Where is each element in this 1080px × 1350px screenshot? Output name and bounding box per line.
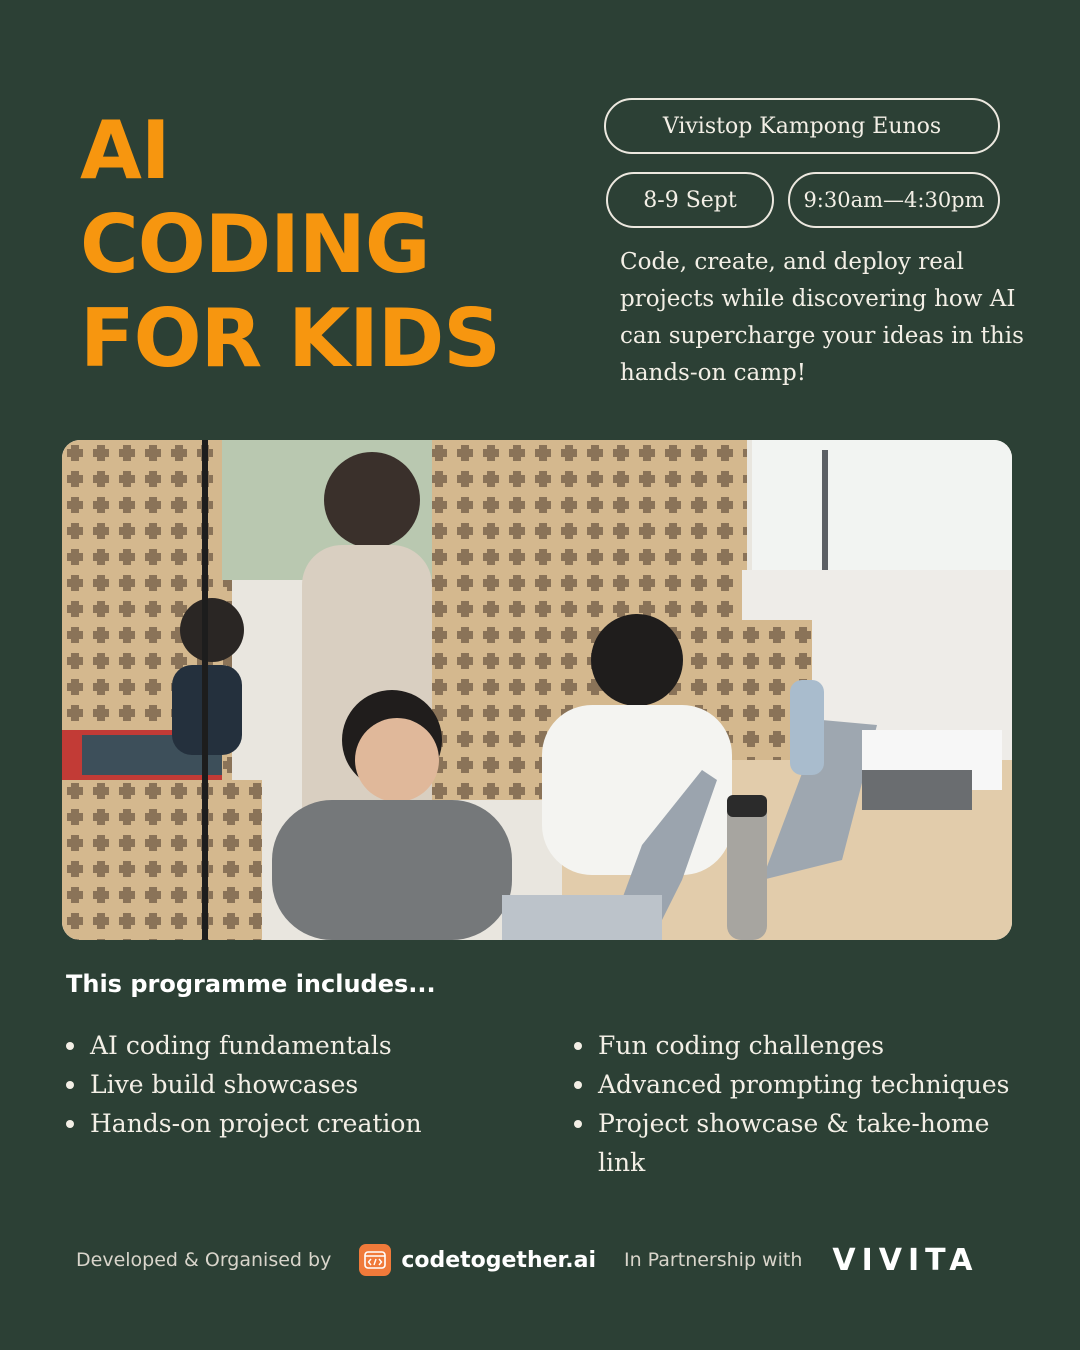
includes-heading: This programme includes... — [66, 970, 436, 998]
includes-list-left — [62, 1026, 532, 1143]
title-line-2: CODING — [80, 198, 430, 291]
developed-by-label: Developed & Organised by — [76, 1249, 332, 1271]
partnership-label: In Partnership with — [624, 1249, 803, 1271]
venue-badge: Vivistop Kampong Eunos — [604, 98, 1000, 154]
codetogether-logo: codetogether.ai — [401, 1247, 596, 1273]
list-item: Project showcase & take-home link — [570, 1104, 1030, 1182]
code-brackets-icon — [359, 1244, 391, 1276]
title-line-1: AI — [80, 104, 170, 197]
classroom-photo — [62, 440, 1012, 940]
event-description: Code, create, and deploy real projects while discovering how AI can supercharge your ideas in this hands-on camp! — [620, 249, 1024, 386]
date-badge: 8-9 Sept — [606, 172, 774, 228]
list-item: Fun coding challenges — [570, 1026, 1030, 1065]
includes-list-right — [570, 1026, 1030, 1182]
list-item: Advanced prompting techniques — [570, 1065, 1030, 1104]
time-badge: 9:30am—4:30pm — [788, 172, 1000, 228]
footer — [76, 1236, 1026, 1284]
list-item: Live build showcases — [62, 1065, 532, 1104]
vivita-logo: VIVITA — [832, 1242, 979, 1278]
list-item: Hands-on project creation — [62, 1104, 532, 1143]
event-title — [80, 104, 500, 386]
title-line-3: FOR KIDS — [80, 292, 500, 385]
list-item: AI coding fundamentals — [62, 1026, 532, 1065]
